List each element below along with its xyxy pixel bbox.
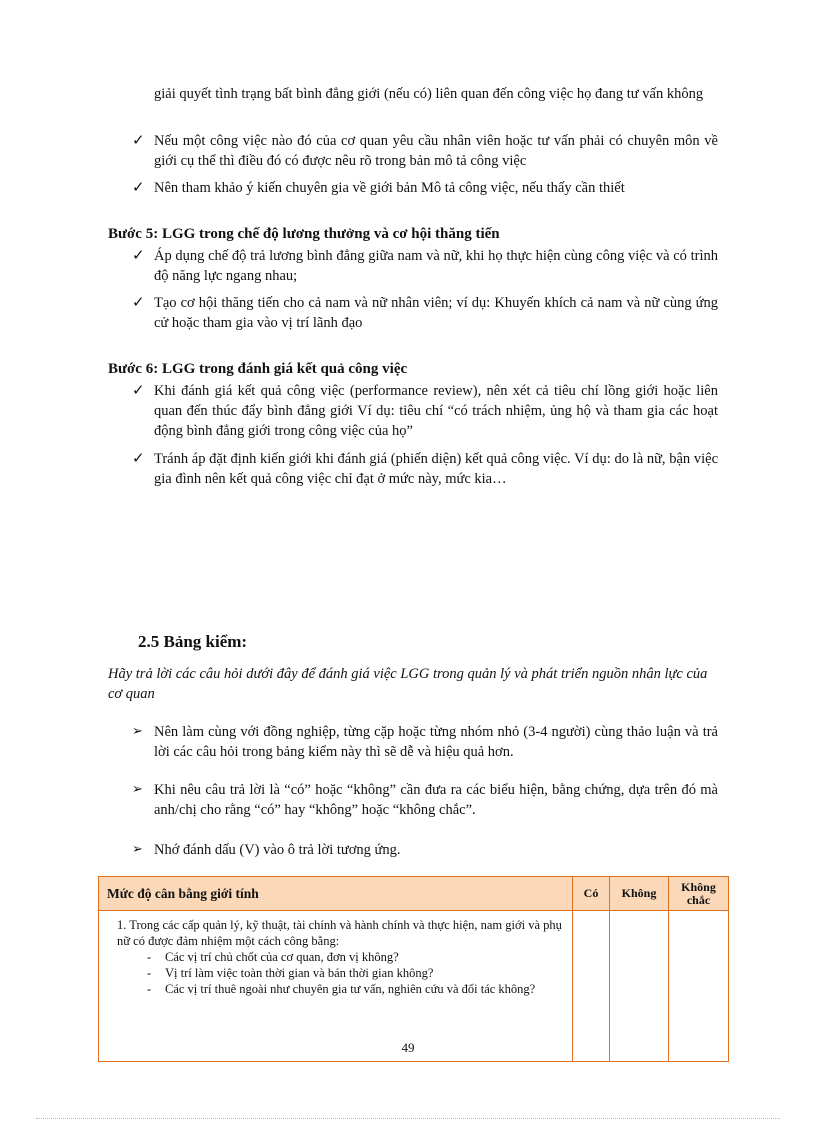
arrow-right-icon: ➢ — [132, 781, 143, 796]
header-yes: Có — [573, 877, 610, 911]
answer-yes-cell[interactable] — [573, 911, 610, 1062]
list-item: - Các vị trí chủ chốt của cơ quan, đơn vị không? — [147, 950, 399, 964]
arrow-right-icon: ➢ — [132, 841, 143, 856]
continuation-text: giải quyết tình trạng bất bình đẳng giới (nếu có) liên quan đến công việc họ đang tư vấn không — [154, 86, 704, 102]
question-subitems — [117, 949, 564, 997]
section-intro: Hãy trả lời các câu hỏi dưới đây để đánh giá việc LGG trong quản lý và phát triển nguồn nhân lực của cơ quan — [108, 666, 708, 702]
step-6-heading: Bước 6: LGG trong đánh giá kết quả công việc — [108, 361, 408, 377]
header-criteria: Mức độ cân bằng giới tính — [99, 877, 573, 911]
arrow-right-icon: ➢ — [132, 723, 143, 738]
list-item: - Các vị trí thuê ngoài như chuyên gia tư vấn, nghiên cứu và đối tác không? — [147, 982, 536, 996]
check-icon: ✓ — [132, 295, 145, 311]
table-header-row — [99, 877, 729, 911]
header-no: Không — [610, 877, 669, 911]
table-row — [99, 911, 729, 1062]
bullet-text: Nên tham khảo ý kiến chuyên gia về giới bản Mô tả công việc, nếu thấy cần thiết — [154, 180, 625, 196]
question-text: 1. Trong các cấp quản lý, kỹ thuật, tài chính và hành chính và thực hiện, nam giới và phụ nữ có được đảm nhiệm một cách công bằng: — [117, 918, 562, 948]
instruction-text: Nên làm cùng với đồng nghiệp, từng cặp hoặc từng nhóm nhỏ (3-4 người) cùng thảo luận và trả lời các câu hỏi trong bảng kiểm này thì sẽ dễ và hiệu quả hơn. — [154, 724, 718, 760]
question-cell — [99, 911, 573, 1062]
list-item: - Vị trí làm việc toàn thời gian và bán thời gian không? — [147, 966, 434, 980]
check-icon: ✓ — [132, 248, 145, 264]
answer-no-cell[interactable] — [610, 911, 669, 1062]
footer-divider — [36, 1118, 780, 1119]
bullet-text: Áp dụng chế độ trả lương bình đẳng giữa nam và nữ, khi họ thực hiện cùng công việc và có trình độ năng lực ngang nhau; — [154, 248, 718, 284]
checklist-table — [98, 876, 729, 1062]
bullet-text: Tránh áp đặt định kiến giới khi đánh giá (phiến diện) kết quả công việc. Ví dụ: do là nữ, bận việc gia đình nên kết quả công việc chỉ đạt ở mức này, mức kia… — [154, 451, 718, 487]
check-icon: ✓ — [132, 180, 145, 196]
instruction-text: Nhớ đánh dấu (V) vào ô trả lời tương ứng. — [154, 842, 401, 858]
step-5-heading: Bước 5: LGG trong chế độ lương thưởng và cơ hội thăng tiến — [108, 226, 500, 242]
header-unsure: Không chắc — [669, 877, 729, 911]
check-icon: ✓ — [132, 133, 145, 149]
bullet-text: Khi đánh giá kết quả công việc (performance review), nên xét cả tiêu chí lồng giới hoặc liên quan đến thúc đẩy bình đẳng giới Ví dụ: tiêu chí “có trách nhiệm, ủng hộ và tham gia các hoạt động bình đẳng giới trong công việc của họ” — [154, 383, 718, 439]
instruction-text: Khi nêu câu trả lời là “có” hoặc “không” cần đưa ra các biểu hiện, bằng chứng, dựa trên đó mà anh/chị cho rằng “có” hay “không” hoặc “không chắc”. — [154, 782, 718, 818]
section-heading: 2.5 Bảng kiểm: — [138, 632, 248, 651]
answer-unsure-cell[interactable] — [669, 911, 729, 1062]
page-number: 49 — [401, 1040, 415, 1055]
check-icon: ✓ — [132, 383, 145, 399]
bullet-text: Nếu một công việc nào đó của cơ quan yêu cầu nhân viên hoặc tư vấn phải có chuyên môn về giới cụ thể thì điều đó có được nêu rõ trong bản mô tả công việc — [154, 133, 718, 169]
bullet-text: Tạo cơ hội thăng tiến cho cả nam và nữ nhân viên; ví dụ: Khuyến khích cả nam và nữ cùng ứng cử hoặc tham gia vào vị trí lãnh đạo — [154, 295, 718, 331]
check-icon: ✓ — [132, 451, 145, 467]
